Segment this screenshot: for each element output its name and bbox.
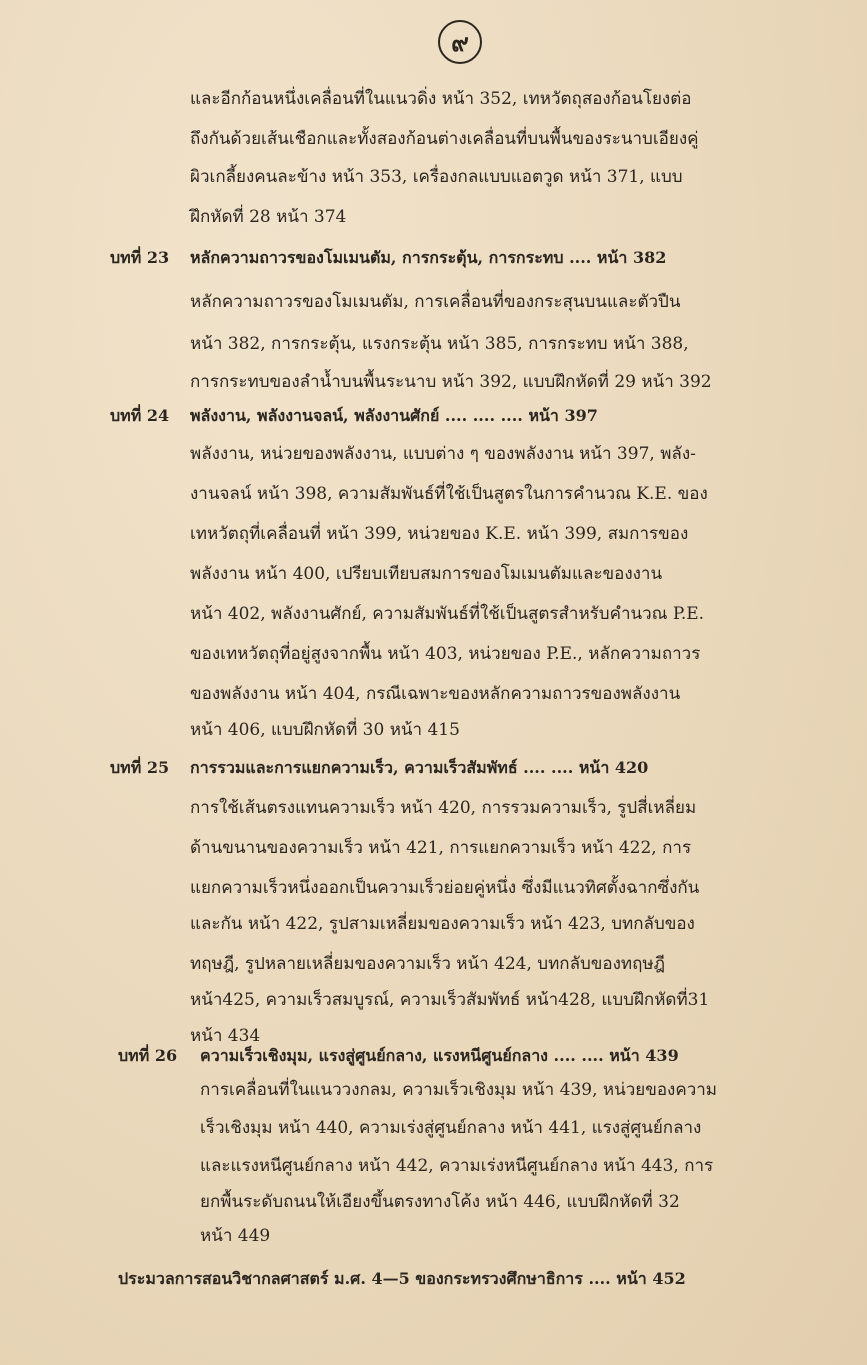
chapter-title: หลักความถาวรของโมเมนตัม, การกระตุ้น, การกระทบ .... หน้า 382 [190,248,667,267]
text-line: ฝึกหัดที่ 28 หน้า 374 [190,207,347,227]
chapter-label: บทที่ 26 [118,1046,178,1065]
text-line: แยกความเร็วหนึ่งออกเป็นความเร็วย่อยคู่หนึ่ง ซึ่งมีแนวทิศตั้งฉากซึ่งกัน [190,878,700,898]
text-line: หน้า 434 [190,1026,261,1046]
text-line: ถึงกันด้วยเส้นเชือกและทั้งสองก้อนต่างเคลื่อนที่บนพื้นของระนาบเอียงคู่ [190,129,699,149]
text-line: และอีกก้อนหนึ่งเคลื่อนที่ในแนวดิ่ง หน้า 352, เทหวัตถุสองก้อนโยงต่อ [190,89,692,109]
chapter-label: บทที่ 24 [110,406,170,425]
chapter-label: บทที่ 25 [110,758,170,777]
text-line: การใช้เส้นตรงแทนความเร็ว หน้า 420, การรวมความเร็ว, รูปสี่เหลี่ยม [190,798,697,818]
text-line: การกระทบของลำน้ำบนพื้นระนาบ หน้า 392, แบบฝึกหัดที่ 29 หน้า 392 [190,372,712,392]
text-line: ทฤษฎี, รูปหลายเหลี่ยมของความเร็ว หน้า 424, บทกลับของทฤษฎี [190,954,666,974]
chapter-title: พลังงาน, พลังงานจลน์, พลังงานศักย์ .... .... .... หน้า 397 [190,406,598,425]
text-line: หน้า425, ความเร็วสมบูรณ์, ความเร็วสัมพัทธ์ หน้า428, แบบฝึกหัดที่31 [190,990,710,1010]
text-line: และแรงหนีศูนย์กลาง หน้า 442, ความเร่งหนีศูนย์กลาง หน้า 443, การ [200,1156,714,1176]
chapter-title: ความเร็วเชิงมุม, แรงสู่ศูนย์กลาง, แรงหนีศูนย์กลาง .... .... หน้า 439 [200,1046,679,1065]
text-line: การเคลื่อนที่ในแนววงกลม, ความเร็วเชิงมุม หน้า 439, หน่วยของความ [200,1080,718,1100]
chapter-label: บทที่ 23 [110,248,170,267]
text-line: พลังงาน หน้า 400, เปรียบเทียบสมการของโมเมนตัมและของงาน [190,564,663,584]
text-line: งานจลน์ หน้า 398, ความสัมพันธ์ที่ใช้เป็นสูตรในการคำนวณ K.E. ของ [190,484,708,504]
text-line: หน้า 406, แบบฝึกหัดที่ 30 หน้า 415 [190,720,460,740]
text-line: ด้านขนานของความเร็ว หน้า 421, การแยกความเร็ว หน้า 422, การ [190,838,692,858]
text-line: หน้า 382, การกระตุ้น, แรงกระตุ้น หน้า 385, การกระทบ หน้า 388, [190,334,689,354]
text-line: ของเทหวัตถุที่อยู่สูงจากพื้น หน้า 403, หน่วยของ P.E., หลักความถาวร [190,644,701,664]
text-line: เร็วเชิงมุม หน้า 440, ความเร่งสู่ศูนย์กลาง หน้า 441, แรงสู่ศูนย์กลาง [200,1118,702,1138]
page-number: ๙ [438,20,482,64]
chapter-title: การรวมและการแยกความเร็ว, ความเร็วสัมพัทธ์ .... .... หน้า 420 [190,758,649,777]
text-line: ผิวเกลี้ยงคนละข้าง หน้า 353, เครื่องกลแบบแอตวูด หน้า 371, แบบ [190,167,683,187]
text-line: พลังงาน, หน่วยของพลังงาน, แบบต่าง ๆ ของพลังงาน หน้า 397, พลัง- [190,444,696,464]
text-line: ยกพื้นระดับถนนให้เอียงขึ้นตรงทางโค้ง หน้า 446, แบบฝึกหัดที่ 32 [200,1192,680,1212]
syllabus-entry: ประมวลการสอนวิชากลศาสตร์ ม.ศ. 4—5 ของกระทรวงศึกษาธิการ .... หน้า 452 [118,1269,686,1288]
text-line: หลักความถาวรของโมเมนตัม, การเคลื่อนที่ของกระสุนบนและตัวปืน [190,292,681,312]
text-line: หน้า 402, พลังงานศักย์, ความสัมพันธ์ที่ใช้เป็นสูตรสำหรับคำนวณ P.E. [190,604,705,624]
text-line: และกัน หน้า 422, รูปสามเหลี่ยมของความเร็ว หน้า 423, บทกลับของ [190,914,695,934]
text-line: หน้า 449 [200,1226,271,1246]
text-line: ของพลังงาน หน้า 404, กรณีเฉพาะของหลักความถาวรของพลังงาน [190,684,681,704]
text-line: เทหวัตถุที่เคลื่อนที่ หน้า 399, หน่วยของ K.E. หน้า 399, สมการของ [190,524,689,544]
